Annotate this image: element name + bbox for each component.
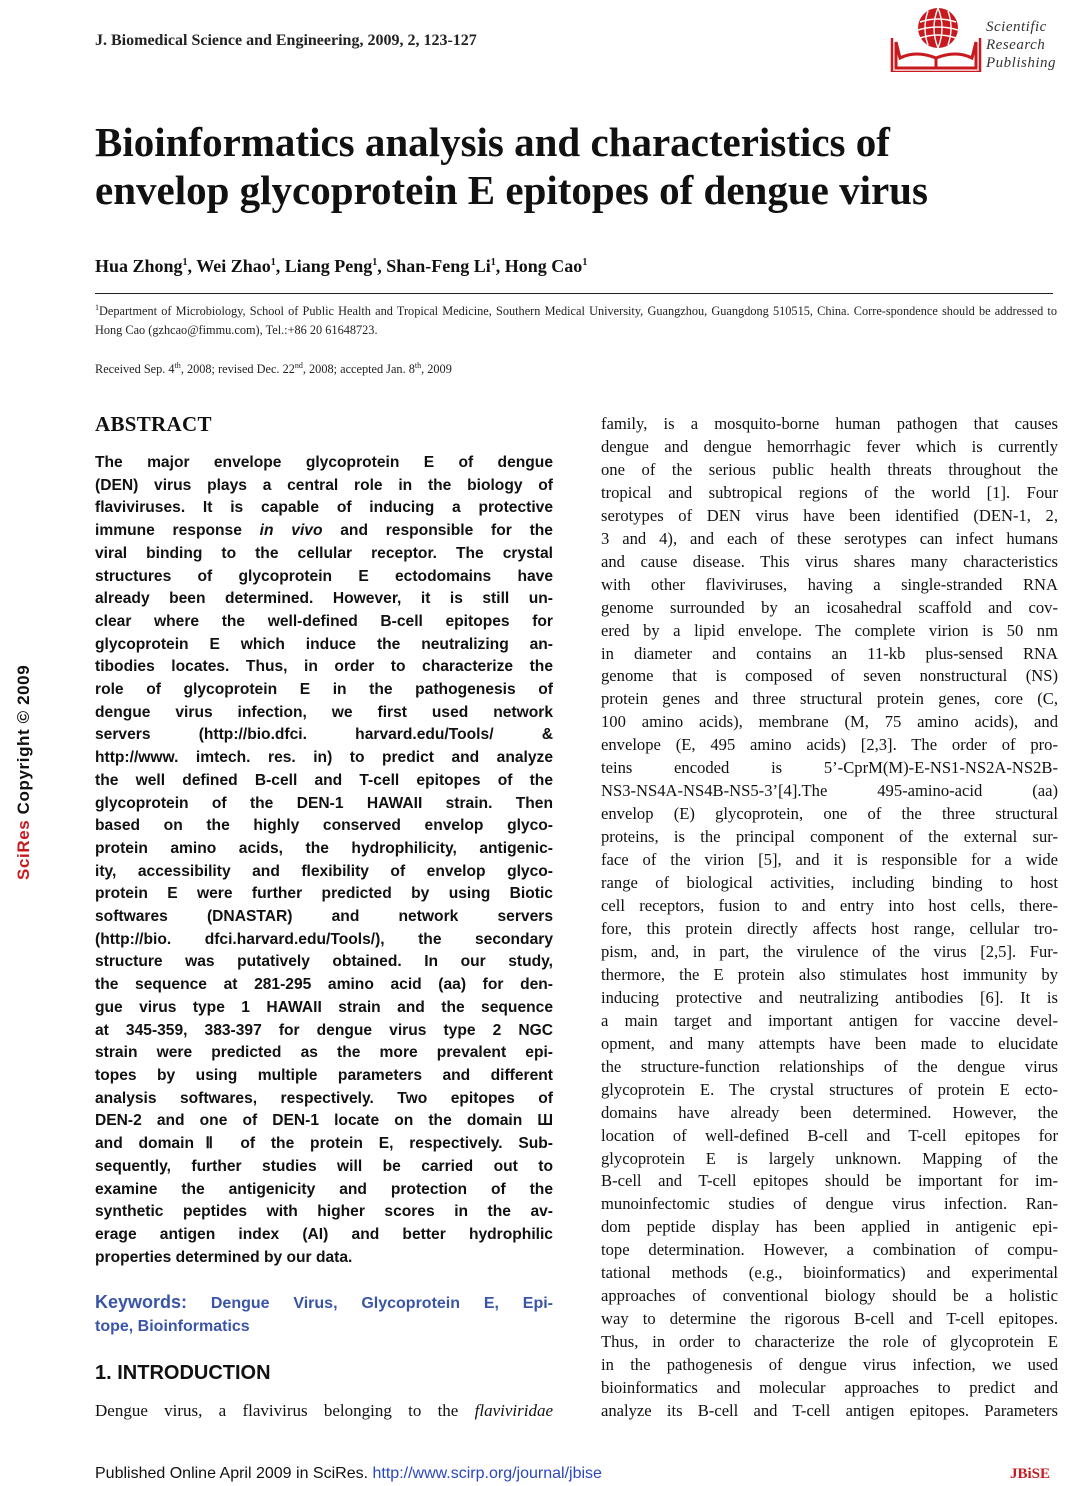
received-dates: Received Sep. 4th, 2008; revised Dec. 22nd, 2008; accepted Jan. 8th, 2009 <box>95 360 452 376</box>
abstract-line: and domainⅡ of the protein E, respectively. Sub- <box>95 1135 553 1153</box>
body-text-line: B-cell and T-cell epitopes should be important for im- <box>601 1171 1058 1191</box>
body-text-line: glycoprotein E is largely unknown. Mapping of the <box>601 1148 1058 1168</box>
right-column-text <box>601 413 1058 1423</box>
journal-citation: J. Biomedical Science and Engineering, 2009, 2, 123-127 <box>95 32 477 49</box>
keywords-text: Dengue Virus, Glycoprotein E, Epi- <box>210 1295 553 1312</box>
abstract-line: tibodies locates. Thus, in order to characterize the <box>95 658 553 676</box>
abstract-heading: ABSTRACT <box>95 412 212 436</box>
body-text-line: range of biological activities, including binding to host <box>601 873 1058 893</box>
copyright-sidebar: SciRes Copyright © 2009 <box>14 664 33 880</box>
abstract-line: topes by using multiple parameters and different <box>95 1066 553 1084</box>
abstract-line: sequently, further studies will be carried out to <box>95 1157 553 1175</box>
header-divider <box>95 293 1053 294</box>
introduction-heading: 1. INTRODUCTION <box>95 1362 271 1384</box>
author-list: Hua Zhong$^1$, Wei Zhao$^1$, Liang Peng$^1$, Shan-Feng Li$^1$, Hong Cao$^1$ <box>95 256 588 276</box>
body-text-line: family, is a mosquito-borne human pathogen that causes <box>601 414 1058 433</box>
body-text-line: location of well-defined B-cell and T-cell epitopes for <box>601 1125 1058 1145</box>
body-text-line: one of the serious public health threats throughout the <box>601 459 1058 479</box>
body-text-line: bioinformatics and molecular approaches to predict and <box>601 1378 1058 1398</box>
body-text-line: genome surrounded by an icosahedral scaffold and cov- <box>601 597 1058 617</box>
keywords-label: Keywords: <box>95 1292 188 1312</box>
body-text-line: serotypes of DEN virus have been identified (DEN-1, 2, <box>601 505 1058 525</box>
body-text-line: a main target and important antigen for vaccine devel- <box>601 1010 1058 1030</box>
abstract-line: structures of glycoprotein E ectodomains have <box>95 567 553 585</box>
body-text-line: Thus, in order to characterize the role of glycoprotein E <box>601 1332 1058 1352</box>
abstract-line: DEN-2 and one of DEN-1 locate on the domain Ш <box>95 1112 553 1130</box>
abstract-line: already been determined. However, it is still un- <box>95 590 553 608</box>
body-text-line: with other flaviviruses, having a single-stranded RNA <box>601 574 1058 594</box>
body-text-line: analyze its B-cell and T-cell antigen epitopes. Parameters <box>601 1400 1058 1420</box>
publisher-name: Scientific Research Publishing <box>986 19 1057 71</box>
body-text-line: way to determine the rigorous B-cell and T-cell epitopes. <box>601 1309 1058 1329</box>
abstract-line: synthetic peptides with higher scores in the av- <box>95 1203 553 1221</box>
body-text-line: pism, and, in part, the virulence of the virus [2,5]. Fur- <box>601 941 1058 961</box>
body-text-line: proteins, is the principal component of the external sur- <box>601 827 1058 847</box>
body-text-line: cell receptors, fusion to and entry into host cells, there- <box>601 896 1058 916</box>
abstract-line: immune response in vivo and responsible for the <box>95 522 553 540</box>
abstract-line: http://www. imtech. res. in) to predict and analyze <box>95 749 553 767</box>
footer-publication: Published Online April 2009 in SciRes. http://www.scirp.org/journal/jbise <box>95 1465 602 1482</box>
abstract-body <box>95 452 553 1269</box>
body-text-line: face of the virion [5], and it is responsible for a wide <box>601 850 1058 870</box>
publisher-logo <box>890 2 1060 74</box>
journal-abbreviation: JBiSE <box>1010 1466 1051 1482</box>
body-text-line: tope determination. However, a combination of compu- <box>601 1240 1058 1260</box>
body-text-line: domains have already been determined. However, the <box>601 1102 1058 1122</box>
author-name: Shan-Feng Li <box>386 256 491 276</box>
body-text-line: munoinfectomic studies of dengue virus infection. Ran- <box>601 1194 1058 1214</box>
body-text-line: approaches of conventional biology should be a holistic <box>601 1286 1058 1306</box>
abstract-line: servers (http://bio.dfci. harvard.edu/Tools/ & <box>95 726 553 744</box>
body-text-line: in diameter and contains an 11-kb plus-sensed RNA <box>601 643 1058 663</box>
abstract-line: role of glycoprotein E in the pathogenesis of <box>95 681 553 699</box>
body-text-line: tational methods (e.g., bioinformatics) and experimental <box>601 1263 1058 1283</box>
body-text-line: NS3-NS4A-NS4B-NS5-3’[4].The 495-amino-acid (aa) <box>601 781 1058 801</box>
abstract-line: flaviviruses. It is capable of inducing a protective <box>95 499 553 517</box>
body-text-line: 100 amino acids), membrane (M, 75 amino acids), and <box>601 712 1058 732</box>
body-text-line: protein genes and three structural protein genes, core (C, <box>601 689 1058 709</box>
abstract-line: clear where the well-defined B-cell epitopes for <box>95 612 553 630</box>
abstract-line: erage antigen index (AI) and better hydrophilic <box>95 1225 553 1243</box>
abstract-line: protein amino acids, the hydrophilicity, antigenic- <box>95 839 553 857</box>
abstract-line: examine the antigenicity and protection of the <box>95 1180 553 1198</box>
keywords <box>95 1291 553 1338</box>
body-text-line: opment, and many attempts have been made to elucidate <box>601 1033 1058 1053</box>
author-name: Hua Zhong <box>95 256 183 276</box>
abstract-line: glycoprotein E which induce the neutralizing an- <box>95 635 553 653</box>
abstract-line: (DEN) virus plays a central role in the biology of <box>95 476 553 494</box>
abstract-line: structure was putatively obtained. In our study, <box>95 953 553 971</box>
body-text-line: inducing protective and neutralizing antibodies [6]. It is <box>601 987 1058 1007</box>
body-text-line: thermore, the E protein also stimulates host immunity by <box>601 964 1058 984</box>
body-text-line: glycoprotein E. The crystal structures of protein E ecto- <box>601 1079 1058 1099</box>
paper-title: Bioinformatics analysis and characteristics of envelop glycoprotein E epitopes of dengue virus <box>95 119 928 213</box>
keywords-text: tope, Bioinformatics <box>95 1318 250 1335</box>
body-text-line: envelop (E) glycoprotein, one of the three structural <box>601 804 1058 824</box>
body-text-line: in the pathogenesis of dengue virus infection, we used <box>601 1355 1058 1375</box>
affiliation: $^1$Department of Microbiology, School of Public Health and Tropical Medicine, Southern Medical University, Guangzhou, Guangdong 510515, China. Corre-spondence should be addressed to Hong Cao (gzhcao@fimmu.com), Tel.:+86 20 61648723. <box>95 302 1057 337</box>
abstract-line: based on the highly conserved envelop glyco- <box>95 817 553 835</box>
body-text-line: dengue and dengue hemorrhagic fever which is currently <box>601 436 1058 456</box>
body-text-line: ered by a lipid envelope. The complete virion is 50 nm <box>601 620 1058 640</box>
abstract-line: glycoprotein of the DEN-1 HAWAII strain. Then <box>95 794 553 812</box>
abstract-line: gue virus type 1 HAWAII strain and the sequence <box>95 998 553 1016</box>
author-name: Hong Cao <box>504 256 583 276</box>
abstract-line: The major envelope glycoprotein E of dengue <box>95 454 553 471</box>
author-name: Liang Peng <box>284 256 373 276</box>
abstract-line: dengue virus infection, we first used network <box>95 703 553 721</box>
abstract-line: the well defined B-cell and T-cell epitopes of the <box>95 771 553 789</box>
globe-book-icon <box>890 2 982 72</box>
body-text-line: the structure-function relationships of the dengue virus <box>601 1056 1058 1076</box>
body-text-line: envelope (E, 495 amino acids) [2,3]. The order of pro- <box>601 735 1058 755</box>
body-text-line: genome that is composed of seven nonstructural (NS) <box>601 666 1058 686</box>
abstract-line: protein E were further predicted by using Biotic <box>95 885 553 903</box>
abstract-line: softwares (DNASTAR) and network servers <box>95 908 553 926</box>
body-text-line: 3 and 4), and each of these serotypes can infect humans <box>601 528 1058 548</box>
body-text-line: and cause disease. This virus shares many characteristics <box>601 551 1058 571</box>
abstract-line: viral binding to the cellular receptor. The crystal <box>95 544 553 562</box>
body-text-line: tropical and subtropical regions of the world [1]. Four <box>601 482 1058 502</box>
abstract-line: strain were predicted as the more prevalent epi- <box>95 1044 553 1062</box>
introduction-first-line: Dengue virus, a flavivirus belonging to the flaviviridae <box>95 1401 553 1420</box>
abstract-line: (http://bio. dfci.harvard.edu/Tools/), the secondary <box>95 930 553 948</box>
abstract-line: ity, accessibility and flexibility of envelop glyco- <box>95 862 553 880</box>
abstract-line: at 345-359, 383-397 for dengue virus type 2 NGC <box>95 1021 553 1039</box>
abstract-line: the sequence at 281-295 amino acid (aa) for den- <box>95 976 553 994</box>
abstract-line: analysis softwares, respectively. Two epitopes of <box>95 1089 553 1107</box>
author-name: Wei Zhao <box>196 256 271 276</box>
abstract-line: properties determined by our data. <box>95 1248 353 1266</box>
body-text-line: dom peptide display has been applied in antigenic epi- <box>601 1217 1058 1237</box>
journal-link[interactable]: http://www.scirp.org/journal/jbise <box>372 1465 602 1482</box>
body-text-line: fore, this protein directly affects host range, cellular tro- <box>601 918 1058 938</box>
body-text-line: teins encoded is 5’-CprM(M)-E-NS1-NS2A-NS2B- <box>601 758 1058 778</box>
